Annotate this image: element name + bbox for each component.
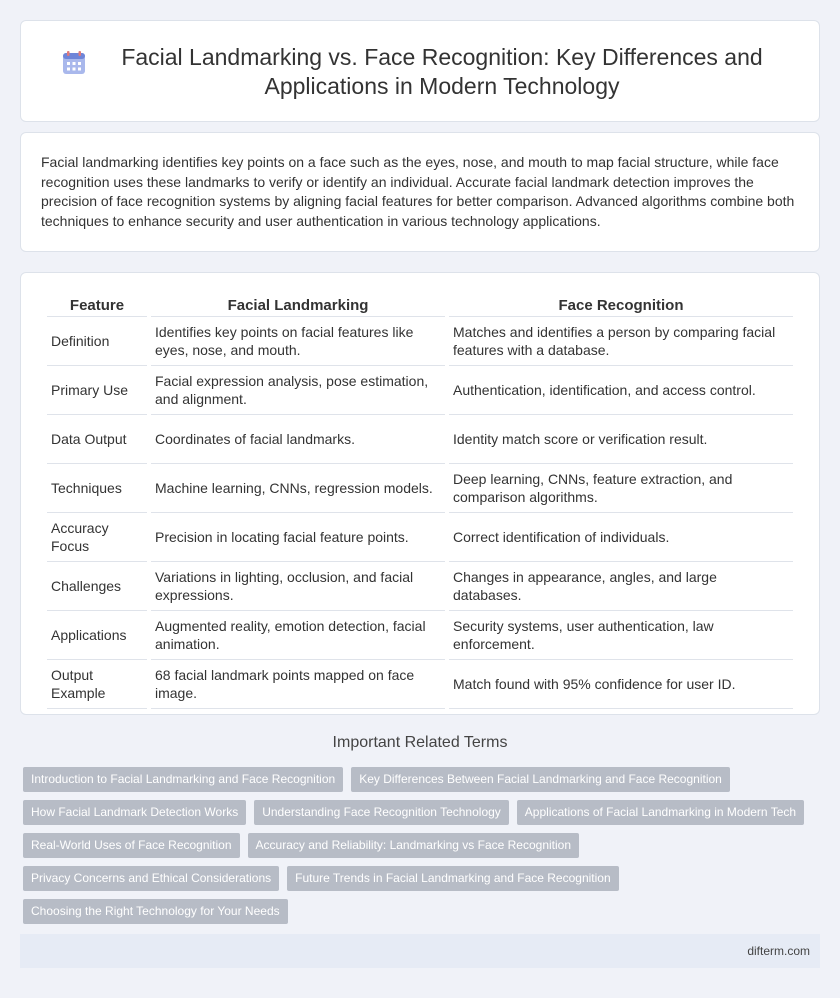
cell-feature: Definition	[47, 317, 147, 366]
cell-feature: Data Output	[47, 415, 147, 464]
related-term-link[interactable]: Key Differences Between Facial Landmarking and Face Recognition	[351, 767, 730, 792]
related-terms-title: Important Related Terms	[332, 734, 508, 751]
table-header-row	[47, 293, 793, 317]
cell-landmarking: 68 facial landmark points mapped on face image.	[151, 660, 445, 709]
footer	[20, 934, 820, 968]
related-term-link[interactable]: Introduction to Facial Landmarking and Face Recognition	[23, 767, 343, 792]
comparison-table-card	[20, 272, 820, 715]
table-row	[47, 660, 793, 709]
table-row	[47, 611, 793, 660]
page-title: Facial Landmarking vs. Face Recognition: Key Differences and Applications in Modern Technology	[121, 44, 763, 99]
related-term-link[interactable]: Accuracy and Reliability: Landmarking vs Face Recognition	[248, 833, 580, 858]
cell-feature: Accuracy Focus	[47, 513, 147, 562]
cell-landmarking: Precision in locating facial feature points.	[151, 513, 445, 562]
cell-recognition: Authentication, identification, and access control.	[449, 366, 793, 415]
related-term-link[interactable]: How Facial Landmark Detection Works	[23, 800, 246, 825]
header-card	[20, 20, 820, 122]
footer-site-link[interactable]: difterm.com	[747, 944, 810, 958]
cell-recognition: Identity match score or verification result.	[449, 415, 793, 464]
header-facial-landmarking: Facial Landmarking	[151, 293, 445, 317]
cell-recognition: Matches and identifies a person by comparing facial features with a database.	[449, 317, 793, 366]
table-row	[47, 415, 793, 464]
cell-feature: Techniques	[47, 464, 147, 513]
table-row	[47, 366, 793, 415]
related-term-link[interactable]: Privacy Concerns and Ethical Considerations	[23, 866, 279, 891]
cell-landmarking: Augmented reality, emotion detection, facial animation.	[151, 611, 445, 660]
cell-recognition: Match found with 95% confidence for user ID.	[449, 660, 793, 709]
cell-recognition: Changes in appearance, angles, and large databases.	[449, 562, 793, 611]
cell-feature: Primary Use	[47, 366, 147, 415]
cell-landmarking: Identifies key points on facial features like eyes, nose, and mouth.	[151, 317, 445, 366]
cell-recognition: Correct identification of individuals.	[449, 513, 793, 562]
title-row	[21, 21, 819, 101]
related-term-link[interactable]: Understanding Face Recognition Technology	[254, 800, 509, 825]
cell-landmarking: Coordinates of facial landmarks.	[151, 415, 445, 464]
cell-landmarking: Variations in lighting, occlusion, and facial expressions.	[151, 562, 445, 611]
cell-feature: Output Example	[47, 660, 147, 709]
intro-paragraph: Facial landmarking identifies key points on a face such as the eyes, nose, and mouth to map facial structure, while face recognition uses these landmarks to verify or identify an individual. Accurate facial landmark detection improves the precision of face recognition systems by aligning facial features for better comparison. Advanced algorithms combine both techniques to enhance security and user authentication in various technology applications.	[41, 154, 795, 229]
header-face-recognition: Face Recognition	[449, 293, 793, 317]
cell-landmarking: Facial expression analysis, pose estimation, and alignment.	[151, 366, 445, 415]
table-row	[47, 562, 793, 611]
related-term-link[interactable]: Real-World Uses of Face Recognition	[23, 833, 240, 858]
related-term-link[interactable]: Future Trends in Facial Landmarking and Face Recognition	[287, 866, 619, 891]
table-row	[47, 317, 793, 366]
cell-recognition: Deep learning, CNNs, feature extraction, and comparison algorithms.	[449, 464, 793, 513]
cell-feature: Applications	[47, 611, 147, 660]
table-row	[47, 464, 793, 513]
calendar-grid-icon	[61, 50, 87, 76]
intro-card	[20, 132, 820, 252]
comparison-table	[43, 293, 797, 709]
cell-recognition: Security systems, user authentication, law enforcement.	[449, 611, 793, 660]
table-row	[47, 513, 793, 562]
related-term-link[interactable]: Choosing the Right Technology for Your Needs	[23, 899, 288, 924]
related-term-link[interactable]: Applications of Facial Landmarking in Modern Tech	[517, 800, 804, 825]
cell-landmarking: Machine learning, CNNs, regression models.	[151, 464, 445, 513]
cell-feature: Challenges	[47, 562, 147, 611]
related-terms-list	[23, 767, 813, 924]
header-feature: Feature	[47, 293, 147, 317]
